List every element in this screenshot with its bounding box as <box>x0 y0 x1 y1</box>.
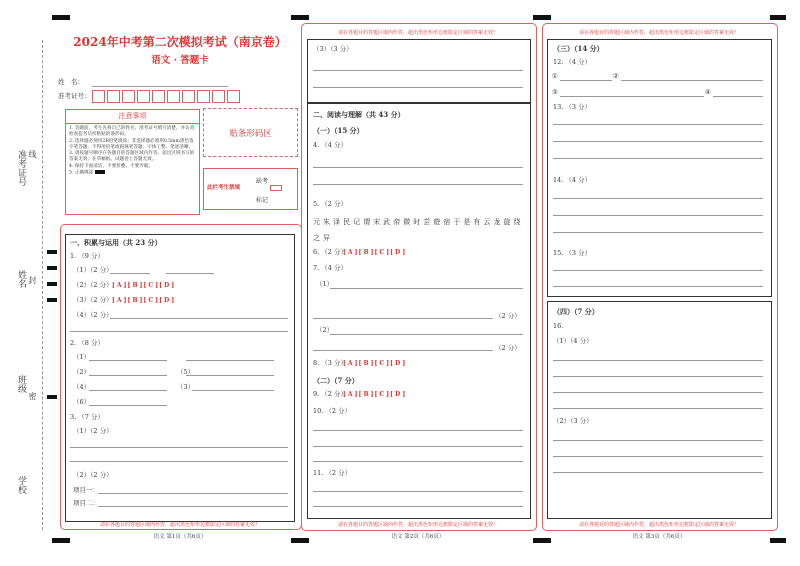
absent-label: 此栏考生禁填 <box>207 185 241 191</box>
panel-warning: 请在各题目的答题区域内作答，超出黑色矩形边框限定区域的答案无效！ <box>578 522 739 528</box>
option-b[interactable]: [ B ] <box>358 249 374 256</box>
attention-item: 1. 答题前，考生先将自己的姓名、准考证号填写清楚，并认真检查监考员所粘贴的条形码。 <box>69 126 195 138</box>
q3-3-label: （3）（3 分） <box>313 45 353 53</box>
option-a[interactable]: [ A ] <box>112 282 127 289</box>
q10-label: 10. （2 分） <box>313 407 352 415</box>
option-a[interactable]: [ A ] <box>343 391 358 398</box>
q9-options[interactable] <box>343 391 406 398</box>
answer-line[interactable] <box>313 446 523 447</box>
seal-label: 学校 <box>16 476 26 494</box>
absent-box <box>203 168 298 210</box>
seal-label: 准考证号 <box>16 150 26 186</box>
q7-1-label: （1） <box>316 280 334 288</box>
answer-line[interactable] <box>553 408 763 409</box>
part-title: （三）（14 分） <box>553 44 604 53</box>
q11-label: 11. （2 分） <box>313 469 352 477</box>
answer-line[interactable] <box>713 96 763 97</box>
attention-box <box>65 109 200 215</box>
answer-line[interactable] <box>110 273 150 274</box>
q9-label: 9. （2 分） <box>313 390 347 398</box>
name-label: 姓 名： <box>58 78 84 86</box>
q2-blank-label: （5） <box>177 368 195 376</box>
q2-label: 2. （8 分） <box>70 339 104 347</box>
q7-score: （2 分） <box>495 312 521 320</box>
answer-line[interactable] <box>553 472 763 473</box>
answer-line[interactable] <box>89 390 167 391</box>
page-footer: 语文 第2页（共6页） <box>391 534 445 540</box>
option-b[interactable]: [ B ] <box>127 297 143 304</box>
absent-option: 标记 <box>256 197 269 204</box>
answer-line[interactable] <box>330 334 523 335</box>
panel-warning: 请在各题目的答题区域内作答，超出黑色矩形边框限定区域的答案无效！ <box>99 522 260 528</box>
blank-mark: ② <box>613 72 619 80</box>
answer-line[interactable] <box>553 360 763 361</box>
option-d[interactable]: [ D ] <box>159 282 175 289</box>
option-c[interactable]: [ C ] <box>374 249 390 256</box>
q2-blank-label: （6） <box>73 398 91 406</box>
answer-line[interactable] <box>553 158 763 159</box>
side-mark <box>47 298 57 302</box>
answer-line[interactable] <box>186 360 274 361</box>
side-mark <box>47 395 57 399</box>
q8-label: 8. （3 分） <box>313 359 347 367</box>
option-d[interactable]: [ D ] <box>390 391 406 398</box>
q1-2-label: （2）（2 分） <box>73 281 113 289</box>
q7-score: （2 分） <box>495 344 521 352</box>
option-c[interactable]: [ C ] <box>143 282 159 289</box>
q3-label: 3. （7 分） <box>70 413 104 421</box>
answer-line[interactable] <box>553 141 763 142</box>
option-b[interactable]: [ B ] <box>358 360 374 367</box>
q1-2-options[interactable] <box>112 282 175 289</box>
seal-line <box>42 40 43 530</box>
q13-label: 13. （3 分） <box>553 103 592 111</box>
answer-line[interactable] <box>313 318 493 319</box>
answer-line[interactable] <box>313 184 523 185</box>
name-field[interactable] <box>92 86 228 87</box>
answer-line[interactable] <box>89 360 167 361</box>
side-mark <box>47 250 57 254</box>
seal-label: 密 <box>28 392 37 400</box>
seal-label: 姓名 <box>16 270 26 288</box>
q6-label: 6. （2 分） <box>313 248 347 256</box>
answer-line[interactable] <box>70 447 288 448</box>
answer-line[interactable] <box>313 350 493 351</box>
answer-line[interactable] <box>553 440 763 441</box>
answer-line[interactable] <box>313 491 523 492</box>
answer-line[interactable] <box>89 405 167 406</box>
answer-line[interactable] <box>313 87 523 88</box>
answer-line[interactable] <box>166 273 214 274</box>
q3-1-label: （1）（2 分） <box>73 427 113 435</box>
answer-line[interactable] <box>186 375 274 376</box>
answer-line[interactable] <box>98 493 288 494</box>
answer-line[interactable] <box>313 70 523 71</box>
exam-subtitle: 语文 · 答题卡 <box>151 55 209 66</box>
side-mark <box>47 266 57 270</box>
page-footer: 语文 第3页（共6页） <box>632 534 686 540</box>
answer-line[interactable] <box>553 392 763 393</box>
q15-label: 15. （3 分） <box>553 249 592 257</box>
answer-line[interactable] <box>553 215 763 216</box>
absent-checkbox[interactable] <box>270 185 282 191</box>
attention-item: 3. 请按题号顺序在各题目的答题区域内作答，超出区域书写的答案无效；在草稿纸、试题卷上答题无效。 <box>69 151 195 163</box>
part-title: （二）（7 分） <box>313 376 359 385</box>
panel-warning: 请在各题目的答题区域内作答，超出黑色矩形边框限定区域的答案无效！ <box>337 522 498 528</box>
attention-item: 4. 保持卡面清洁，不要折叠、不要弄破。 <box>69 163 153 169</box>
q1-3-label: （3）（2 分） <box>73 296 113 304</box>
attention-item: 2. 选择题必须用2B铅笔填涂；非选择题必须用0.5mm黑色签字笔答题，不得用铅笔或圆珠笔答题；字体工整、笔迹清晰。 <box>69 138 194 150</box>
option-d[interactable]: [ D ] <box>159 297 175 304</box>
answer-line[interactable] <box>313 167 523 168</box>
answer-line[interactable] <box>98 506 288 507</box>
answer-frame-3b <box>547 301 772 519</box>
answer-line[interactable] <box>553 270 763 271</box>
option-d[interactable]: [ D ] <box>390 360 406 367</box>
answer-line[interactable] <box>553 376 763 377</box>
panel-warning: 请在各题目的答题区域内作答，超出黑色矩形边框限定区域的答案无效！ <box>578 30 739 36</box>
q12-label: 12. （4 分） <box>553 58 592 66</box>
attention-title: 注意事项 <box>66 110 199 124</box>
answer-line[interactable] <box>89 375 167 376</box>
answer-line[interactable] <box>313 461 523 462</box>
answer-frame-3a <box>547 39 772 297</box>
answer-frame-2b <box>307 103 531 519</box>
section-title: 一、积累与运用（共 23 分） <box>70 238 162 247</box>
blank-mark: ① <box>552 72 558 80</box>
answer-line[interactable] <box>70 331 288 332</box>
q1-3-options[interactable] <box>112 297 175 304</box>
seal-label: 班级 <box>16 375 26 393</box>
panel-warning: 请在各题目的答题区域内作答，超出黑色矩形边框限定区域的答案无效！ <box>337 30 498 36</box>
q8-options[interactable] <box>343 360 406 367</box>
id-label: 准考证号： <box>58 92 91 100</box>
blank-mark: ③ <box>552 88 558 96</box>
option-c[interactable]: [ C ] <box>374 360 390 367</box>
timing-mark <box>291 15 309 20</box>
exam-title: 2024年中考第二次模拟考试（南京卷） <box>73 35 287 49</box>
blank-mark: ④ <box>705 88 711 96</box>
answer-line[interactable] <box>621 80 763 81</box>
barcode-area: 贴条形码区 <box>203 108 298 157</box>
option-b[interactable]: [ B ] <box>127 282 143 289</box>
q16-label: 16. <box>553 322 564 330</box>
q2-blank-label: （2） <box>73 368 91 376</box>
part-title: （一）（15 分） <box>313 126 364 135</box>
project-2-label: 项目二： <box>73 499 99 507</box>
q16-2-label: （2）（3 分） <box>553 417 593 425</box>
q4-label: 4. （4 分） <box>313 141 347 149</box>
option-b[interactable]: [ B ] <box>358 391 374 398</box>
answer-line[interactable] <box>313 506 523 507</box>
option-a[interactable]: [ A ] <box>343 249 358 256</box>
option-c[interactable]: [ C ] <box>374 391 390 398</box>
absent-option: 缺考 <box>256 178 269 185</box>
q6-options[interactable] <box>343 249 406 256</box>
answer-line[interactable] <box>553 124 763 125</box>
q7-label: 7. （4 分） <box>313 264 347 272</box>
seal-label: 线 <box>28 150 37 158</box>
answer-line[interactable] <box>330 288 523 289</box>
seal-label: 封 <box>28 276 37 284</box>
q14-label: 14. （4 分） <box>553 176 592 184</box>
answer-line[interactable] <box>110 318 288 319</box>
option-d[interactable]: [ D ] <box>390 249 406 256</box>
option-c[interactable]: [ C ] <box>143 297 159 304</box>
part-title: （四）（7 分） <box>553 307 599 316</box>
answer-line[interactable] <box>560 96 704 97</box>
page-footer: 语文 第1页（共6页） <box>153 534 207 540</box>
side-mark <box>47 282 57 286</box>
option-a[interactable]: [ A ] <box>112 297 127 304</box>
section-title: 二、阅读与理解（共 43 分） <box>313 110 405 119</box>
q1-label: 1. （9 分） <box>70 252 104 260</box>
answer-line[interactable] <box>553 198 763 199</box>
answer-line[interactable] <box>70 461 288 462</box>
answer-line[interactable] <box>313 430 523 431</box>
q16-1-label: （1）（4 分） <box>553 337 593 345</box>
answer-line[interactable] <box>553 456 763 457</box>
answer-line[interactable] <box>560 80 612 81</box>
answer-line[interactable] <box>553 232 763 233</box>
timing-mark <box>770 15 786 20</box>
q1-1-label: （1）（2 分） <box>73 266 113 274</box>
answer-line[interactable] <box>192 390 274 391</box>
id-boxes[interactable] <box>92 90 242 102</box>
q2-blank-label: （3） <box>177 383 195 391</box>
q2-blank-label: （4） <box>73 383 91 391</box>
answer-line[interactable] <box>553 286 763 287</box>
option-a[interactable]: [ A ] <box>343 360 358 367</box>
timing-mark <box>52 15 70 20</box>
q5-text[interactable]: 元 朱 泽 民 记 谓 宋 武 帝 微 时 尝 遊 宿 于 是 有 云 龙 旋 绕 之 异 <box>313 218 521 242</box>
q1-4-label: （4）（2 分） <box>73 311 113 319</box>
q2-blank-label: （1） <box>73 353 91 361</box>
q5-label: 5. （2 分） <box>313 200 347 208</box>
q7-2-label: （2） <box>316 326 334 334</box>
q3-2-label: （2）（2 分） <box>73 471 113 479</box>
project-1-label: 项目一： <box>73 486 99 494</box>
attention-item: 5. 正确填涂 <box>69 170 196 177</box>
timing-mark <box>533 15 551 20</box>
